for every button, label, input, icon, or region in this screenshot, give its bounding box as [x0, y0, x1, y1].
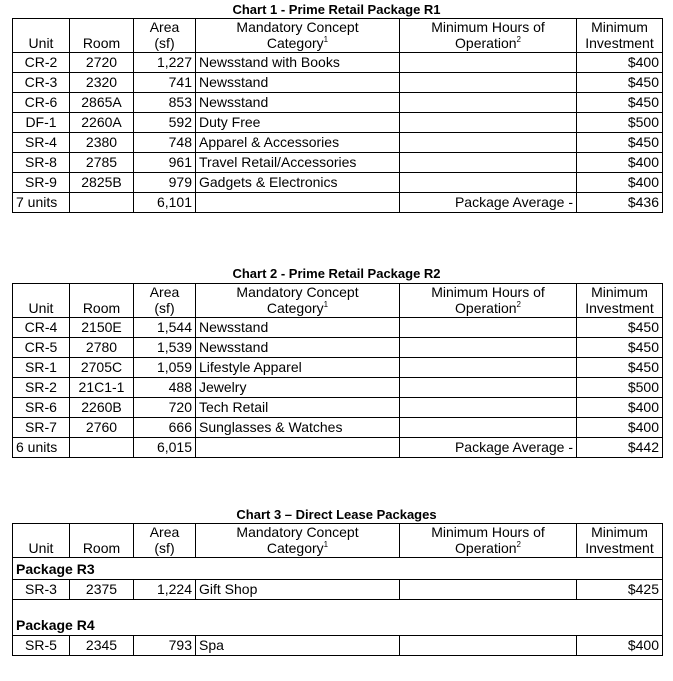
area-total-cell: 6,015: [134, 438, 196, 458]
room-cell: 2720: [70, 53, 134, 73]
col-investment-header: Minimum Investment: [577, 524, 663, 558]
col-area-header: Area (sf): [134, 284, 196, 318]
empty-cell: [196, 438, 400, 458]
category-cell: Apparel & Accessories: [196, 133, 400, 153]
col-room-header: Room: [70, 19, 134, 53]
unit-count-cell: 7 units: [13, 193, 70, 213]
category-cell: Gadgets & Electronics: [196, 173, 400, 193]
category-cell: Newsstand with Books: [196, 53, 400, 73]
hours-cell: [400, 73, 577, 93]
unit-cell: SR-9: [13, 173, 70, 193]
hours-cell: [400, 636, 577, 656]
investment-cell: $450: [577, 73, 663, 93]
area-cell: 592: [134, 113, 196, 133]
area-cell: 666: [134, 418, 196, 438]
category-cell: Jewelry: [196, 378, 400, 398]
chart1-title: Chart 1 - Prime Retail Package R1: [232, 2, 441, 17]
hours-cell: [400, 93, 577, 113]
hours-cell: [400, 398, 577, 418]
col-area-header: Area (sf): [134, 524, 196, 558]
hours-cell: [400, 133, 577, 153]
table-row: [13, 378, 663, 398]
hours-cell: [400, 113, 577, 133]
unit-cell: SR-3: [13, 580, 70, 600]
category-cell: Newsstand: [196, 338, 400, 358]
room-cell: 2260A: [70, 113, 134, 133]
table-row: [13, 580, 663, 600]
hours-cell: [400, 173, 577, 193]
hours-cell: [400, 580, 577, 600]
col-category-header: Mandatory Concept Category$^1$: [196, 19, 400, 53]
category-cell: Sunglasses & Watches: [196, 418, 400, 438]
package-label-row: [13, 614, 663, 636]
investment-cell: $425: [577, 580, 663, 600]
category-cell: Lifestyle Apparel: [196, 358, 400, 378]
col-room-header: Room: [70, 524, 134, 558]
investment-cell: $400: [577, 398, 663, 418]
category-cell: Gift Shop: [196, 580, 400, 600]
room-cell: 2760: [70, 418, 134, 438]
hours-cell: [400, 418, 577, 438]
area-cell: 1,227: [134, 53, 196, 73]
investment-cell: $450: [577, 93, 663, 113]
investment-cell: $400: [577, 53, 663, 73]
hours-cell: [400, 378, 577, 398]
col-investment-header: Minimum Investment: [577, 284, 663, 318]
col-hours-header: Minimum Hours of Operation$^2$: [400, 19, 577, 53]
investment-cell: $400: [577, 153, 663, 173]
hours-cell: [400, 358, 577, 378]
chart1-table: [12, 18, 663, 213]
table-row: [13, 53, 663, 73]
unit-cell: SR-1: [13, 358, 70, 378]
package-average-value: $442: [577, 438, 663, 458]
unit-cell: SR-6: [13, 398, 70, 418]
chart3-table: [12, 523, 663, 656]
area-total-cell: 6,101: [134, 193, 196, 213]
category-cell: Spa: [196, 636, 400, 656]
table-row: [13, 358, 663, 378]
unit-cell: CR-2: [13, 53, 70, 73]
unit-cell: DF-1: [13, 113, 70, 133]
col-category-header: Mandatory Concept Category$^1$: [196, 524, 400, 558]
hours-cell: [400, 53, 577, 73]
empty-cell: [70, 193, 134, 213]
col-hours-header: Minimum Hours of Operation$^2$: [400, 524, 577, 558]
room-cell: 2345: [70, 636, 134, 656]
col-unit-header: Unit: [13, 524, 70, 558]
table-row: [13, 133, 663, 153]
table-row: [13, 73, 663, 93]
chart2-header-row: [13, 284, 663, 318]
investment-cell: $450: [577, 358, 663, 378]
area-cell: 720: [134, 398, 196, 418]
unit-cell: SR-4: [13, 133, 70, 153]
room-cell: 2785: [70, 153, 134, 173]
table-row: [13, 418, 663, 438]
investment-cell: $500: [577, 113, 663, 133]
table-row: [13, 398, 663, 418]
unit-cell: SR-8: [13, 153, 70, 173]
table-row: [13, 318, 663, 338]
col-category-header: Mandatory Concept Category$^1$: [196, 284, 400, 318]
table-row: [13, 338, 663, 358]
category-cell: Newsstand: [196, 73, 400, 93]
room-cell: 2865A: [70, 93, 134, 113]
area-cell: 793: [134, 636, 196, 656]
area-cell: 741: [134, 73, 196, 93]
room-cell: 2780: [70, 338, 134, 358]
room-cell: 2380: [70, 133, 134, 153]
chart1-header-row: [13, 19, 663, 53]
hours-cell: [400, 338, 577, 358]
investment-cell: $400: [577, 418, 663, 438]
category-cell: Tech Retail: [196, 398, 400, 418]
room-cell: 21C1-1: [70, 378, 134, 398]
col-unit-header: Unit: [13, 19, 70, 53]
area-cell: 488: [134, 378, 196, 398]
hours-cell: [400, 153, 577, 173]
area-cell: 1,544: [134, 318, 196, 338]
unit-cell: CR-4: [13, 318, 70, 338]
area-cell: 1,539: [134, 338, 196, 358]
unit-cell: SR-2: [13, 378, 70, 398]
chart2-table: [12, 283, 663, 458]
investment-cell: $400: [577, 636, 663, 656]
room-cell: 2320: [70, 73, 134, 93]
investment-cell: $500: [577, 378, 663, 398]
investment-cell: $400: [577, 173, 663, 193]
room-cell: 2375: [70, 580, 134, 600]
unit-cell: SR-7: [13, 418, 70, 438]
unit-count-cell: 6 units: [13, 438, 70, 458]
unit-cell: SR-5: [13, 636, 70, 656]
col-investment-header: Minimum Investment: [577, 19, 663, 53]
spacer-row: [13, 600, 663, 615]
empty-cell: [196, 193, 400, 213]
unit-cell: CR-3: [13, 73, 70, 93]
area-cell: 961: [134, 153, 196, 173]
area-cell: 1,059: [134, 358, 196, 378]
chart2-title: Chart 2 - Prime Retail Package R2: [232, 266, 441, 281]
category-cell: Newsstand: [196, 318, 400, 338]
chart3-title: Chart 3 – Direct Lease Packages: [236, 507, 437, 522]
unit-cell: CR-6: [13, 93, 70, 113]
chart3-header-row: [13, 524, 663, 558]
package-average-value: $436: [577, 193, 663, 213]
table-row: [13, 636, 663, 656]
category-cell: Travel Retail/Accessories: [196, 153, 400, 173]
col-unit-header: Unit: [13, 284, 70, 318]
investment-cell: $450: [577, 133, 663, 153]
table-row: [13, 113, 663, 133]
spacer-cell: [13, 600, 663, 615]
table-row: [13, 173, 663, 193]
investment-cell: $450: [577, 318, 663, 338]
col-room-header: Room: [70, 284, 134, 318]
package-label: Package R4: [13, 614, 663, 636]
area-cell: 1,224: [134, 580, 196, 600]
category-cell: Newsstand: [196, 93, 400, 113]
col-area-header: Area (sf): [134, 19, 196, 53]
area-cell: 853: [134, 93, 196, 113]
hours-cell: [400, 318, 577, 338]
package-label: Package R3: [13, 558, 663, 580]
room-cell: 2150E: [70, 318, 134, 338]
table-row: [13, 93, 663, 113]
room-cell: 2705C: [70, 358, 134, 378]
package-average-label: Package Average -: [400, 438, 577, 458]
package-label-row: [13, 558, 663, 580]
room-cell: 2825B: [70, 173, 134, 193]
unit-cell: CR-5: [13, 338, 70, 358]
empty-cell: [70, 438, 134, 458]
area-cell: 748: [134, 133, 196, 153]
total-row: [13, 193, 663, 213]
table-row: [13, 153, 663, 173]
total-row: [13, 438, 663, 458]
col-hours-header: Minimum Hours of Operation$^2$: [400, 284, 577, 318]
investment-cell: $450: [577, 338, 663, 358]
package-average-label: Package Average -: [400, 193, 577, 213]
room-cell: 2260B: [70, 398, 134, 418]
area-cell: 979: [134, 173, 196, 193]
category-cell: Duty Free: [196, 113, 400, 133]
